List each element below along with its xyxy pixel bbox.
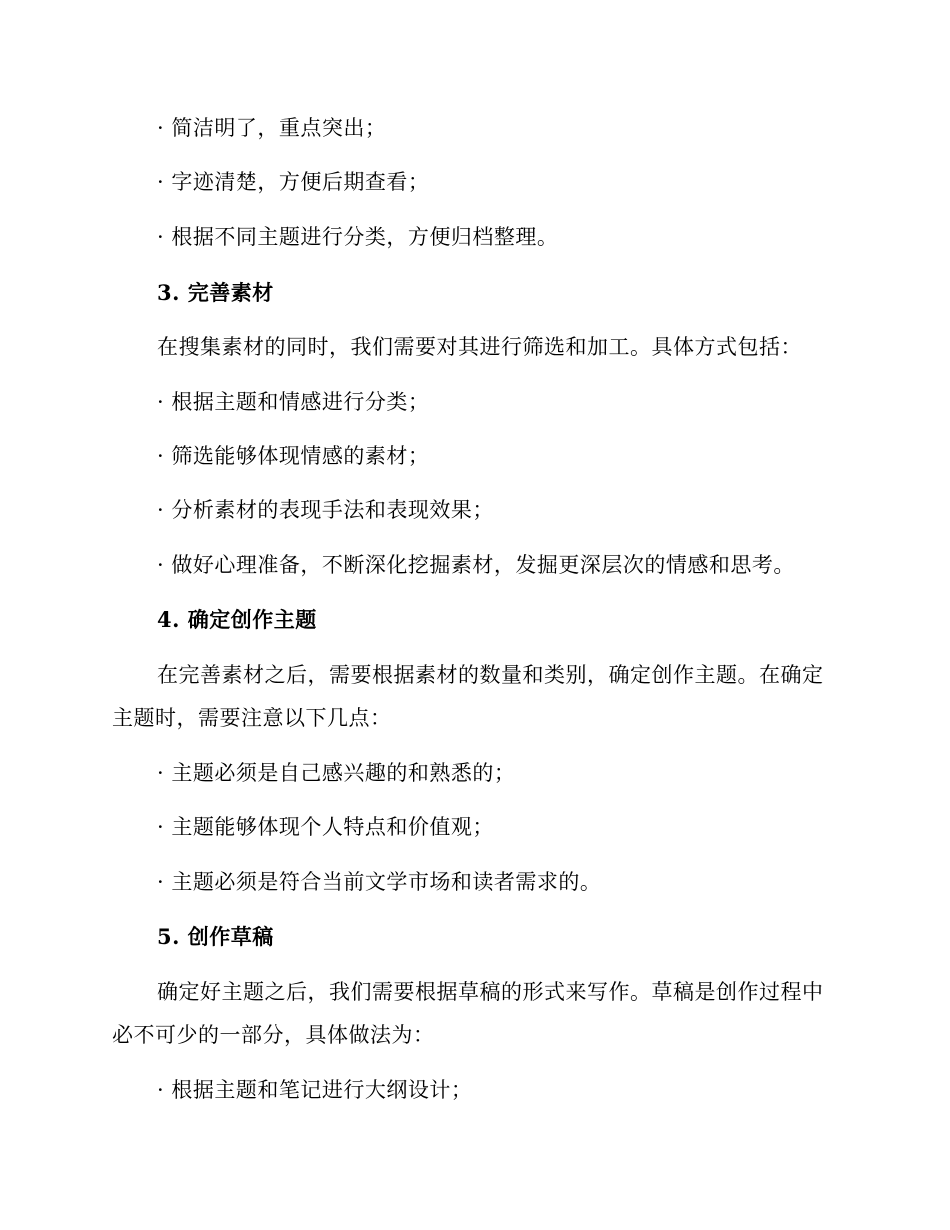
section-heading: 4. 确定创作主题 <box>157 607 317 632</box>
bullet-item: · 根据主题和笔记进行大纲设计； <box>157 1078 473 1102</box>
paragraph-continuation: 必不可少的一部分，具体做法为： <box>112 1023 435 1047</box>
paragraph: 在完善素材之后，需要根据素材的数量和类别，确定创作主题。在确定 <box>157 663 824 687</box>
paragraph-continuation: 主题时，需要注意以下几点： <box>112 706 392 730</box>
bullet-item: · 字迹清楚，方便后期查看； <box>157 170 430 194</box>
bullet-item: · 主题必须是自己感兴趣的和熟悉的； <box>157 761 516 785</box>
bullet-item: · 简洁明了，重点突出； <box>157 116 387 140</box>
bullet-item: · 主题必须是符合当前文学市场和读者需求的。 <box>157 870 602 894</box>
paragraph: 在搜集素材的同时，我们需要对其进行筛选和加工。具体方式包括： <box>157 335 802 359</box>
paragraph: 确定好主题之后，我们需要根据草稿的形式来写作。草稿是创作过程中 <box>157 980 824 1004</box>
bullet-item: · 根据主题和情感进行分类； <box>157 390 430 414</box>
bullet-item: · 筛选能够体现情感的素材； <box>157 444 430 468</box>
section-heading: 3. 完善素材 <box>157 280 274 305</box>
bullet-item: · 根据不同主题进行分类，方便归档整理。 <box>157 225 559 249</box>
section-heading: 5. 创作草稿 <box>157 924 274 949</box>
bullet-item: · 主题能够体现个人特点和价值观； <box>157 815 494 839</box>
bullet-item: · 做好心理准备，不断深化挖掘素材，发掘更深层次的情感和思考。 <box>157 553 795 577</box>
bullet-item: · 分析素材的表现手法和表现效果； <box>157 498 494 522</box>
